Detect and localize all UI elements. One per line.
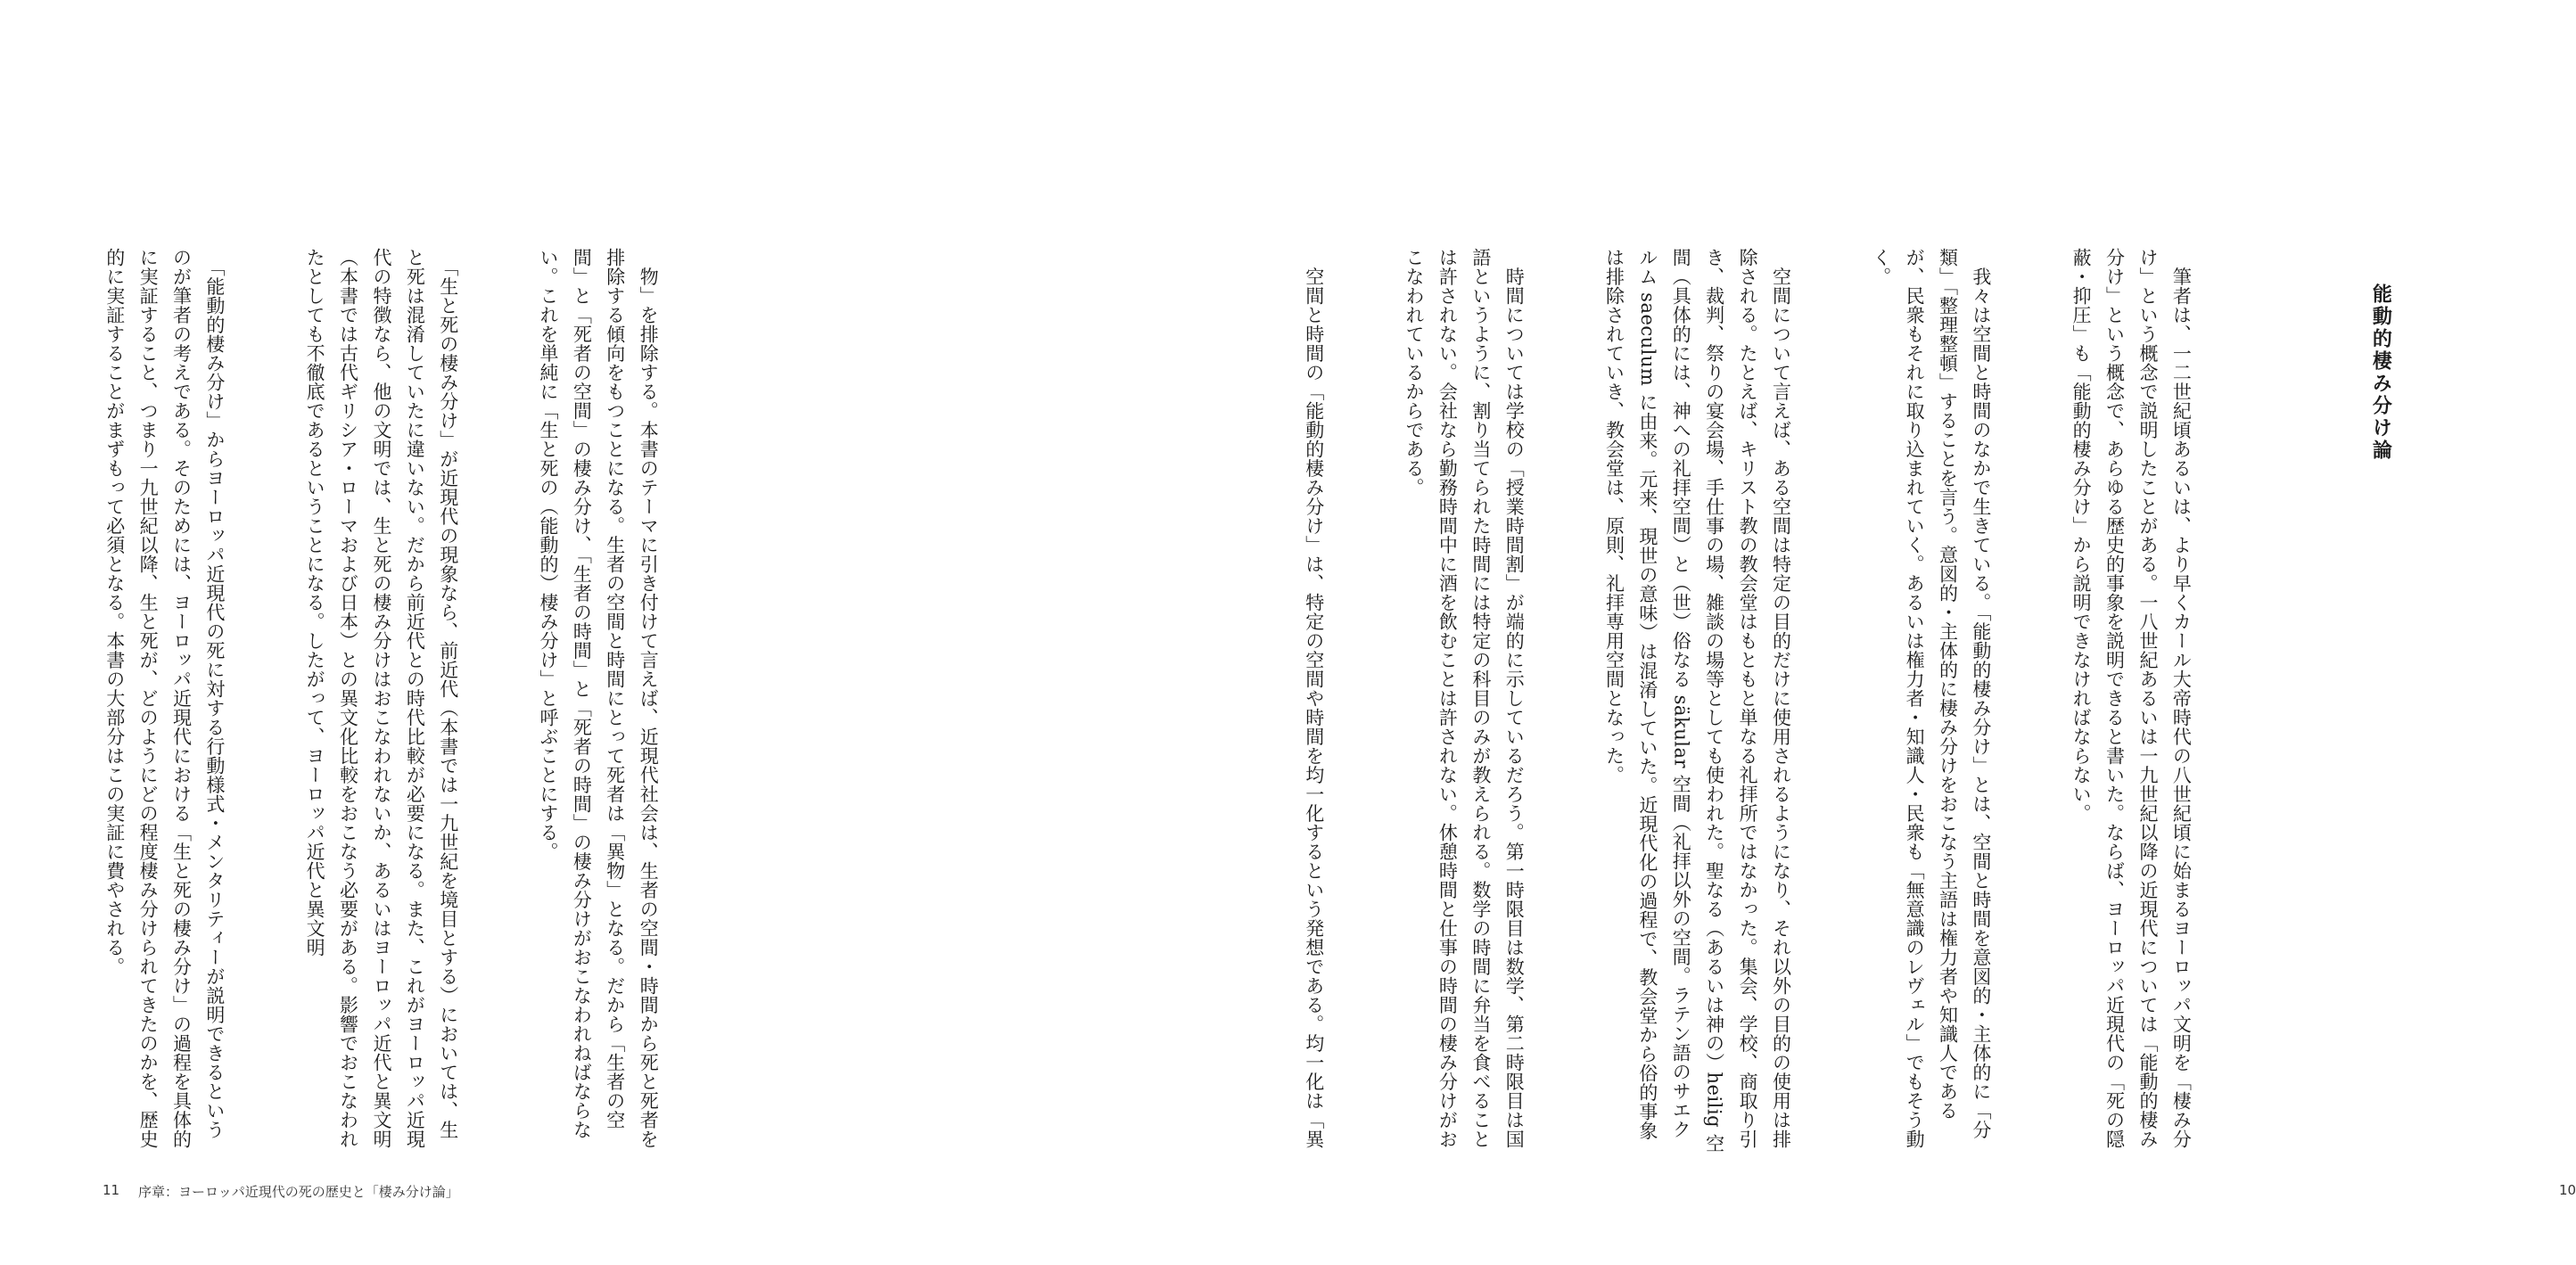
page-number-left: 11 — [103, 1182, 120, 1198]
left-page — [0, 0, 892, 1265]
page-number-right: 10 — [2559, 1182, 2576, 1198]
right-paragraph-5: 空間と時間の「能動的棲み分け」は、特定の空間や時間を均一化するという発想である。均一化は「異 — [1303, 248, 1325, 1149]
right-paragraph-3: 空間について言えば、ある空間は特定の目的だけに使用されるようになり、それ以外の目的の使用は排除される。たとえば、キリスト教の教会堂はもともと単なる礼拝所ではなかった。集会、学校、商取り引き、裁判、祭りの宴会場、手仕事の場、雑談の場等としても使われた。聖なる（あるいは神の）heilig 空間（具体的には、神への礼拝空間）と（世）俗なる säkular 空間（礼拝以外の空間。ラテン語のサエクルム saeculum に由来。元来、現世の意味）は混淆していた。近現代化の過程で、教会堂から俗的事象は排除されていき、教会堂は、原則、礼拝専用空間となった。 — [1603, 248, 1792, 1154]
running-title: 序章：ヨーロッパ近現代の死の歴史と「棲み分け論」 — [138, 1184, 459, 1200]
left-paragraph-3: 「能動的棲み分け」からヨーロッパ近現代の死に対する行動様式・メンタリティーが説明できるというのが筆者の考えである。そのためには、ヨーロッパ近現代における「生と死の棲み分け」の過程を具体的に実証すること、つまり一九世紀以降、生と死が、どのようにどの程度棲み分けられてきたのかを、歴史的に実証することがまずもって必須となる。本書の大部分はこの実証に費やされる。 — [103, 248, 226, 1149]
chapter-heading: 能動的棲み分け論 — [2369, 283, 2393, 462]
right-paragraph-1: 筆者は、一二世紀頃あるいは、より早くカール大帝時代の八世紀頃に始まるヨーロッパ文明を「棲み分け」という概念で説明したことがある。一八世紀あるいは一九世紀以降の近現代については「能動的棲み分け」という概念で、あらゆる歴史的事象を説明できると書いた。ならば、ヨーロッパ近現代の「死の隠蔽・抑圧」も「能動的棲み分け」から説明できなければならない。 — [2070, 248, 2193, 1149]
left-paragraph-1: 物」を排除する。本書のテーマに引き付けて言えば、近現代社会は、生者の空間・時間から死と死者を排除する傾向をもつことになる。生者の空間と時間にとって死者は「異物」となる。だから「生者の空間」と「死者の空間」の棲み分け、「生者の時間」と「死者の時間」の棲み分けがおこなわれねばならない。これを単純に「生と死の（能動的）棲み分け」と呼ぶことにする。 — [537, 248, 660, 1149]
right-paragraph-4: 時間については学校の「授業時間割」が端的に示しているだろう。第一時限目は数学、第二時限目は国語というように、割り当てられた時間には特定の科目のみが教えられる。数学の時間に弁当を食べることは許されない。会社なら勤務時間中に酒を飲むことは許されない。休憩時間と仕事の時間の棲み分けがおこなわれているからである。 — [1403, 248, 1526, 1149]
chapter-heading-wrap — [2297, 248, 2464, 1157]
right-page — [892, 0, 2576, 1265]
right-paragraph-2: 我々は空間と時間のなかで生きている。「能動的棲み分け」とは、空間と時間を意図的・主体的に「分類」「整理整頓」することを言う。意図的・主体的に棲み分けをおこなう主語は権力者や知識人であるが、民衆もそれに取り込まれていく。あるいは権力者・知識人・民衆も「無意識のレヴェル」でもそう動く。 — [1870, 248, 1992, 1149]
left-paragraph-2: 「生と死の棲み分け」が近現代の現象なら、前近代（本書では一九世紀を境目とする）においては、生と死は混淆していたに違いない。だから前近代との時代比較が必要になる。また、これがヨーロッパ近現代の特徴なら、他の文明では、生と死の棲み分けはおこなわれないか、あるいはヨーロッパ近代と異文明（本書では古代ギリシア・ローマおよび日本）との異文化比較をおこなう必要がある。影響でおこなわれたとしても不徹底であるということになる。したがって、ヨーロッパ近代と異文明 — [304, 248, 459, 1149]
left-page-body — [103, 248, 731, 1157]
right-page-body — [1303, 248, 2564, 1157]
